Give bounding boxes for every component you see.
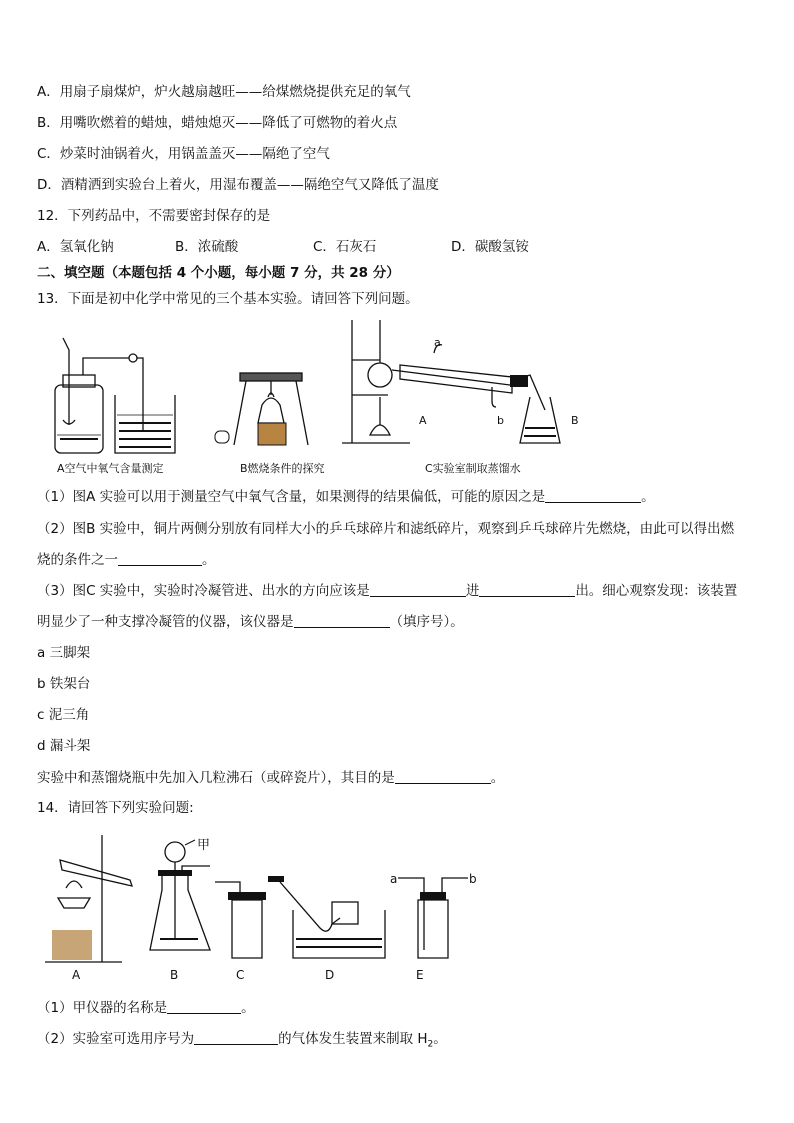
- q13-part1: （1）图A 实验可以用于测量空气中氧气含量，如果测得的结果偏低，可能的原因之是 。: [37, 489, 655, 505]
- q13-choice-c: c 泥三角: [37, 707, 90, 723]
- q13-choice-d: d 漏斗架: [37, 738, 91, 754]
- figure-q14-label-e: E: [416, 968, 424, 982]
- q13-stem: 13．下面是初中化学中常见的三个基本实验。请回答下列问题。: [37, 291, 419, 307]
- answer-blank-q14-1[interactable]: [167, 999, 241, 1014]
- q12-options: [37, 237, 529, 257]
- figure-q14-label-b: B: [170, 968, 179, 982]
- figure-q14-label-d: D: [325, 968, 335, 982]
- q12-option-a: A．氢氧化钠: [37, 239, 114, 255]
- q13-choice-b: b 铁架台: [37, 676, 91, 692]
- q13-part3-line2: 明显少了一种支撑冷凝管的仪器，该仪器是 （填序号）。: [37, 614, 464, 630]
- q13-part2-line1: （2）图B 实验中，铜片两侧分别放有同样大小的乒乓球碎片和滤纸碎片，观察到乒乓球碎片先燃烧，由此可以得出燃: [37, 521, 735, 537]
- q12-stem: 12．下列药品中，不需要密封保存的是: [37, 208, 271, 224]
- figure-q14-label-jia: 甲: [197, 838, 211, 853]
- figure-c-caption: C实验室制取蒸馏水: [425, 462, 521, 475]
- q12-option-b: B．浓硫酸: [175, 239, 239, 255]
- q12-option-c: C．石灰石: [313, 239, 377, 255]
- figure-q14-apparatus: [40, 830, 500, 970]
- figure-c-label-A: A: [419, 414, 427, 427]
- answer-blank-q13-4[interactable]: [395, 769, 491, 784]
- q12-option-d: D．碳酸氢铵: [451, 239, 529, 255]
- figure-b-combustion-apparatus: [210, 365, 320, 455]
- figure-b-caption: B燃烧条件的探究: [240, 462, 325, 475]
- figure-c-label-a: a: [434, 336, 441, 349]
- q13-choice-a: a 三脚架: [37, 645, 91, 661]
- q14-stem: 14．请回答下列实验问题:: [37, 800, 194, 816]
- answer-blank-q13-3-instrument[interactable]: [294, 613, 390, 628]
- answer-blank-q13-3-in[interactable]: [370, 582, 466, 597]
- figure-a-oxygen-apparatus: [45, 330, 195, 455]
- q11-option-d: D．酒精洒到实验台上着火，用湿布覆盖——隔绝空气又降低了温度: [37, 177, 439, 193]
- q13-part4: 实验中和蒸馏烧瓶中先加入几粒沸石（或碎瓷片），其目的是 。: [37, 770, 505, 786]
- q11-option-b: B．用嘴吹燃着的蜡烛，蜡烛熄灭——降低了可燃物的着火点: [37, 115, 398, 131]
- figure-c-distillation-apparatus: [340, 315, 600, 455]
- q13-part3-line1: （3）图C 实验中，实验时冷凝管进、出水的方向应该是 进 出。细心观察发现：该装置: [37, 583, 738, 599]
- q14-part1: （1）甲仪器的名称是 。: [37, 1000, 255, 1016]
- figure-q14-port-b: b: [469, 872, 477, 886]
- answer-blank-q13-3-out[interactable]: [479, 582, 575, 597]
- q11-option-a: A．用扇子扇煤炉，炉火越扇越旺——给煤燃烧提供充足的氧气: [37, 84, 411, 100]
- q14-part2: （2）实验室可选用序号为 的气体发生装置来制取 $H_2$。: [37, 1031, 447, 1050]
- figure-c-label-B: B: [571, 414, 579, 427]
- q11-option-c: C．炒菜时油锅着火，用锅盖盖灭——隔绝了空气: [37, 146, 330, 162]
- section-title: 二、填空题（本题包括 4 个小题，每小题 7 分，共 28 分）: [37, 265, 400, 281]
- answer-blank-q13-1[interactable]: [545, 488, 641, 503]
- figure-a-caption: A空气中氧气含量测定: [57, 462, 164, 475]
- q13-part2-line2: 烧的条件之一 。: [37, 552, 216, 568]
- figure-q14-label-a: A: [72, 968, 81, 982]
- answer-blank-q14-2[interactable]: [194, 1030, 278, 1045]
- answer-blank-q13-2[interactable]: [118, 551, 202, 566]
- figure-q14-label-c: C: [236, 968, 245, 982]
- figure-c-label-b: b: [497, 414, 504, 427]
- figure-q14-port-a: a: [390, 872, 398, 886]
